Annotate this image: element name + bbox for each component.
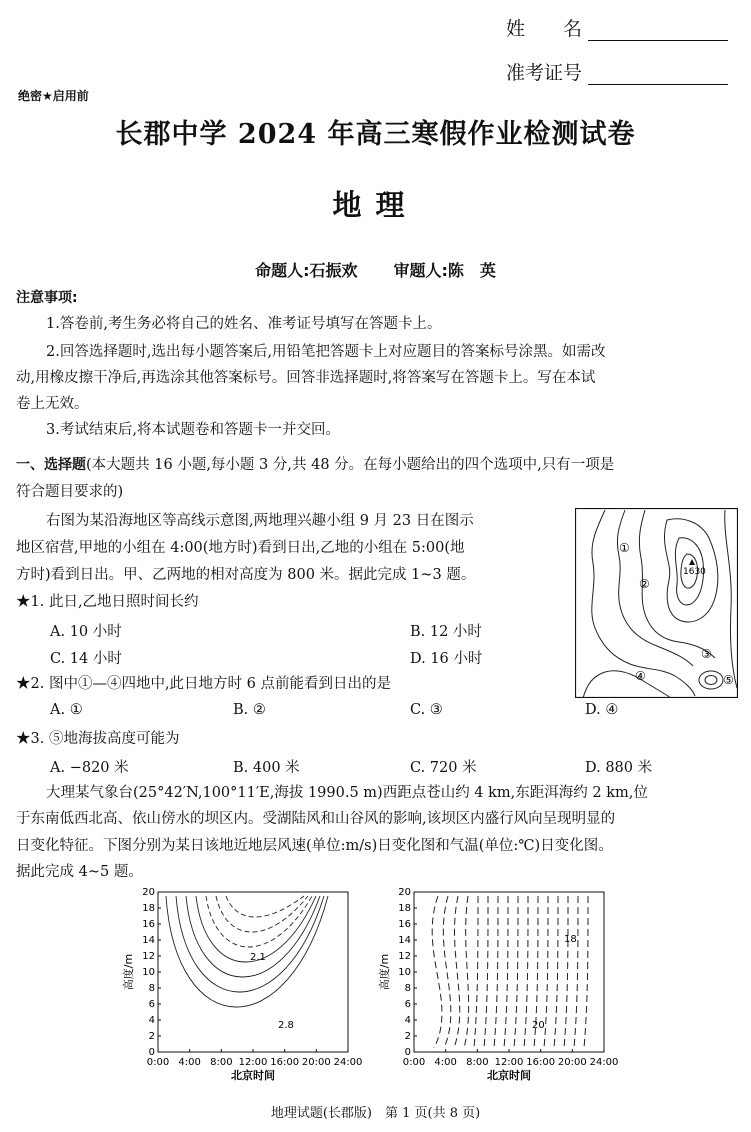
isoline-label: 2.8 — [278, 1020, 294, 1031]
x-tick-label: 0:00 — [402, 1057, 426, 1068]
isoline — [494, 896, 498, 1048]
isoline — [524, 896, 528, 1048]
isoline-label: 2.1 — [250, 952, 266, 963]
y-axis-label: 高度/m — [378, 953, 391, 991]
y-tick-label: 0 — [148, 1047, 155, 1058]
q1-option-a[interactable]: A. 10 小时 — [50, 624, 122, 640]
y-tick-label: 12 — [398, 951, 411, 962]
page-footer: 地理试题(长郡版) 第 1 页(共 8 页) — [270, 1106, 481, 1121]
point-4: ④ — [635, 669, 646, 683]
y-tick-label: 2 — [148, 1031, 155, 1042]
exam-title: 长郡中学 2024 年高三寒假作业检测试卷 — [115, 119, 636, 150]
section1-line-a — [16, 452, 614, 478]
contour-map — [575, 508, 738, 698]
subject-title: 地理 — [332, 188, 419, 222]
q2-option-d[interactable]: D. ④ — [585, 702, 619, 718]
point-3: ③ — [701, 647, 712, 661]
isoline — [206, 896, 312, 947]
isoline — [186, 896, 320, 977]
y-tick-label: 18 — [142, 903, 155, 914]
wind-speed-chart — [122, 886, 362, 1092]
contour-map-svg — [575, 508, 738, 698]
q1-option-d[interactable]: D. 16 小时 — [410, 651, 483, 667]
isoline — [432, 896, 442, 1048]
isoline — [484, 896, 488, 1048]
passage2-line1: 大理某气象台(25°42′N,100°11′E,海拔 1990.5 m)西距点苍山约 4 km,东距洱海约 2 km,位 — [46, 785, 648, 801]
notice-item-3: 3.考试结束后,将本试题卷和答题卡一并交回。 — [46, 422, 340, 438]
contour-line — [583, 671, 671, 698]
isoline — [443, 896, 450, 1048]
x-tick-label: 4:00 — [434, 1057, 457, 1068]
y-tick-label: 6 — [404, 999, 411, 1010]
passage2-line4: 据此完成 4~5 题。 — [16, 864, 143, 880]
q1-stem: ★1. 此日,乙地日照时间长约 — [16, 594, 199, 610]
notice-heading: 注意事项: — [16, 290, 78, 306]
id-label: 准考证号 — [506, 62, 583, 84]
author-setter: 命题人:石振欢 — [255, 261, 358, 280]
q3-stem: ★3. ⑤地海拔高度可能为 — [16, 731, 180, 747]
isoline — [554, 896, 558, 1048]
isoline — [574, 896, 578, 1048]
passage2-line2: 于东南低西北高、依山傍水的坝区内。受湖陆风和山谷风的影响,该坝区内盛行风向呈现明显的 — [16, 811, 616, 827]
temperature-chart-svg — [378, 886, 628, 1092]
y-tick-label: 10 — [398, 967, 411, 978]
passage1-line1: 右图为某沿海地区等高线示意图,两地理兴趣小组 9 月 23 日在图示 — [46, 513, 474, 529]
y-tick-label: 8 — [148, 983, 155, 994]
x-tick-label: 20:00 — [301, 1057, 331, 1068]
y-axis-label: 高度/m — [122, 953, 135, 991]
y-tick-label: 0 — [404, 1047, 411, 1058]
isoline — [166, 896, 328, 1007]
q1-option-b[interactable]: B. 12 小时 — [410, 624, 482, 640]
isoline — [454, 896, 460, 1048]
notice-item-2a: 2.回答选择题时,选出每小题答案后,用铅笔把答题卡上对应题目的答案标号涂黑。如需改 — [46, 344, 606, 360]
notice-item-2b: 动,用橡皮擦干净后,再选涂其他答案标号。回答非选择题时,将答案写在答题卡上。写在本试 — [16, 370, 596, 386]
coastline — [725, 510, 737, 688]
id-field — [506, 58, 728, 85]
y-tick-label: 20 — [142, 887, 155, 898]
q3-option-b[interactable]: B. 400 米 — [233, 760, 300, 776]
plot-frame — [158, 892, 348, 1052]
notice-item-1: 1.答卷前,考生务必将自己的姓名、准考证号填写在答题卡上。 — [46, 316, 442, 332]
q2-option-a[interactable]: A. ① — [50, 702, 83, 718]
isoline — [564, 896, 568, 1048]
point-1: ① — [619, 541, 630, 555]
x-tick-label: 24:00 — [589, 1057, 619, 1068]
author-reviewer: 审题人:陈 英 — [393, 261, 496, 280]
point-5: ⑤ — [723, 673, 734, 687]
x-tick-label: 8:00 — [466, 1057, 489, 1068]
y-tick-label: 14 — [142, 935, 155, 946]
peak-label: 1630 — [683, 567, 706, 577]
isoline — [474, 896, 478, 1048]
authors — [0, 258, 751, 281]
point-2: ② — [639, 577, 650, 591]
x-tick-label: 16:00 — [526, 1057, 556, 1068]
isoline — [584, 896, 588, 1048]
isoline — [514, 896, 518, 1048]
y-tick-label: 18 — [398, 903, 411, 914]
isoline-label: 18 — [564, 934, 577, 945]
y-tick-label: 4 — [404, 1015, 411, 1026]
id-input-line[interactable] — [588, 64, 728, 85]
name-field — [506, 14, 728, 41]
name-input-line[interactable] — [588, 20, 728, 41]
x-tick-label: 20:00 — [557, 1057, 587, 1068]
passage1-line2: 地区宿营,甲地的小组在 4:00(地方时)看到日出,乙地的小组在 5:00(地 — [16, 540, 465, 556]
contour-line — [705, 676, 717, 685]
y-tick-label: 14 — [398, 935, 411, 946]
q2-option-b[interactable]: B. ② — [233, 702, 266, 718]
y-tick-label: 4 — [148, 1015, 155, 1026]
x-tick-label: 0:00 — [146, 1057, 170, 1068]
isoline-label: 20 — [532, 1020, 545, 1031]
secret-mark: 绝密★启用前 — [18, 89, 89, 103]
q3-option-a[interactable]: A. −820 米 — [50, 760, 129, 776]
y-tick-label: 2 — [404, 1031, 411, 1042]
isoline — [464, 896, 469, 1048]
wind-speed-chart-svg — [122, 886, 362, 1092]
isoline — [216, 896, 308, 932]
q2-stem: ★2. 图中①—④四地中,此日地方时 6 点前能看到日出的是 — [16, 676, 391, 692]
y-tick-label: 20 — [398, 887, 411, 898]
y-tick-label: 8 — [404, 983, 411, 994]
peak-icon — [689, 559, 695, 565]
passage1-line3: 方时)看到日出。甲、乙两地的相对高度为 800 米。据此完成 1~3 题。 — [16, 567, 476, 583]
x-tick-label: 8:00 — [210, 1057, 233, 1068]
x-tick-label: 4:00 — [178, 1057, 201, 1068]
isoline — [504, 896, 508, 1048]
isoline — [226, 896, 304, 917]
x-axis-label: 北京时间 — [231, 1069, 275, 1082]
section1-heading: 一、选择题 — [16, 457, 86, 473]
x-tick-label: 16:00 — [270, 1057, 300, 1068]
temperature-chart — [378, 886, 628, 1092]
y-tick-label: 6 — [148, 999, 155, 1010]
passage2-line3: 日变化特征。下图分别为某日该地近地层风速(单位:m/s)日变化图和气温(单位:℃)日变化图。 — [16, 838, 613, 854]
q2-option-c[interactable]: C. ③ — [410, 702, 443, 718]
y-tick-label: 16 — [142, 919, 155, 930]
y-tick-label: 12 — [142, 951, 155, 962]
name-label: 姓 名 — [506, 18, 583, 40]
y-tick-label: 10 — [142, 967, 155, 978]
q3-option-d[interactable]: D. 880 米 — [585, 760, 653, 776]
x-tick-label: 24:00 — [333, 1057, 362, 1068]
y-tick-label: 16 — [398, 919, 411, 930]
notice-item-2c: 卷上无效。 — [16, 396, 89, 412]
x-tick-label: 12:00 — [494, 1057, 524, 1068]
q3-option-c[interactable]: C. 720 米 — [410, 760, 477, 776]
x-axis-label: 北京时间 — [487, 1069, 531, 1082]
x-tick-label: 12:00 — [238, 1057, 268, 1068]
section1-desc-b: 符合题目要求的) — [16, 484, 124, 500]
q1-option-c[interactable]: C. 14 小时 — [50, 651, 122, 667]
contour-line — [699, 671, 723, 689]
plot-frame — [414, 892, 604, 1052]
section1-desc-a: (本大题共 16 小题,每小题 3 分,共 48 分。在每小题给出的四个选项中,只有一项是 — [86, 457, 615, 473]
